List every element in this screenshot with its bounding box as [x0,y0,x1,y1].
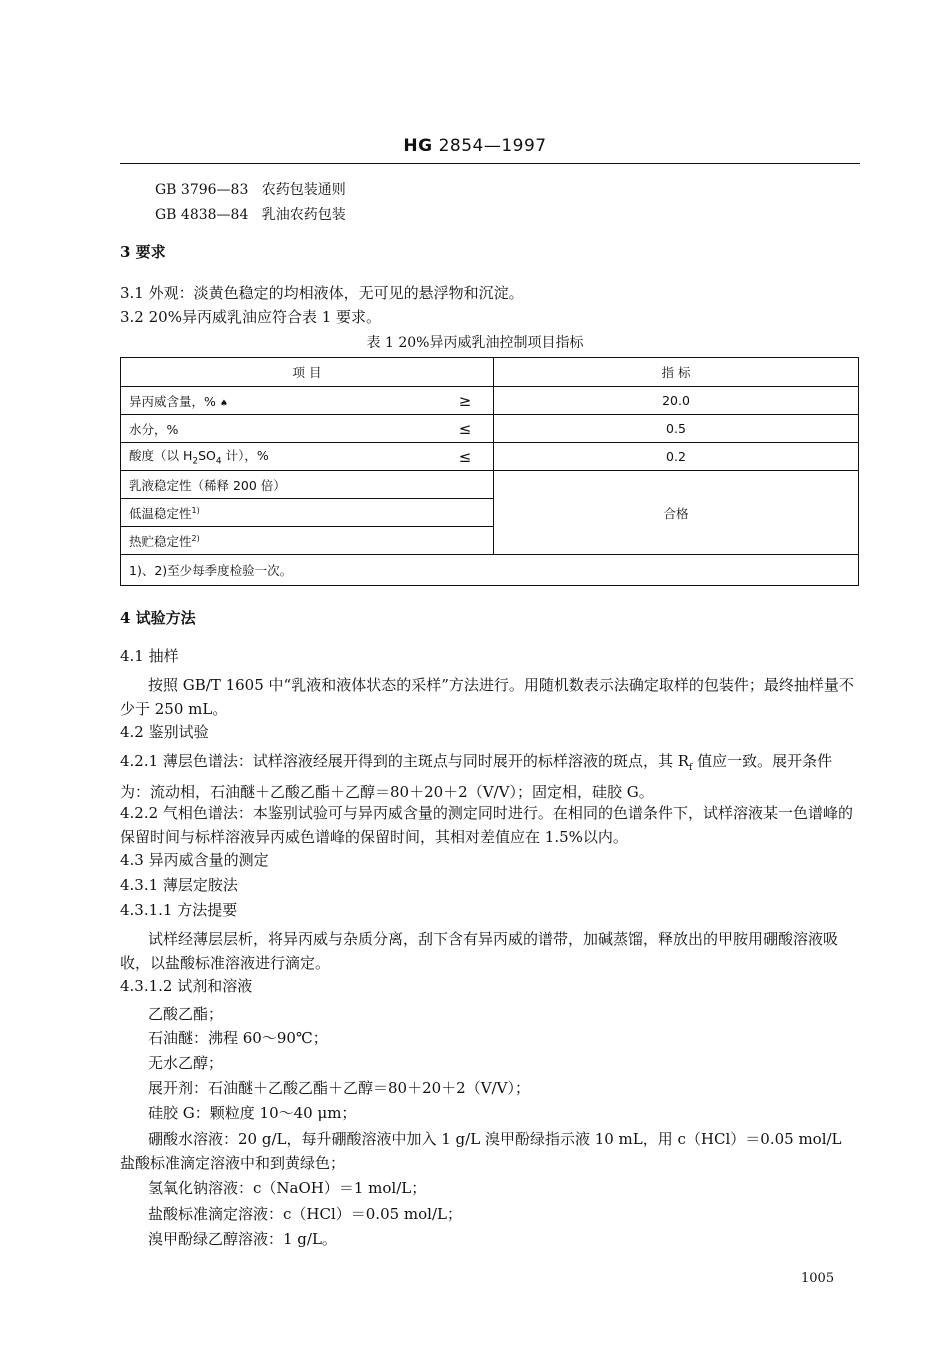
row-name: 水分，% [121,415,438,443]
table-caption: 表 1 20%异丙威乳油控制项目指标 [366,335,584,351]
spec-table [120,357,859,586]
row-value: 0.2 [494,443,859,471]
row-name: 乳液稳定性（稀释 200 倍） [121,471,494,499]
table-row [121,471,859,499]
header-rule [120,163,860,164]
row-name: 热贮稳定性$^{2)}$ [121,527,494,555]
row-name: 异丙威含量，% ♠ [121,387,438,415]
reagent-item: 无水乙醇； [148,1054,224,1072]
heading-4-2: 4.2 鉴别试验 [120,723,209,741]
reagent-item: 石油醚：沸程 60～90℃； [148,1029,328,1047]
speck-mark-icon: ♠ [219,398,228,409]
standard-code: HG [403,136,433,156]
paragraph-4-3-1-1: 试样经薄层层析，将异丙威与杂质分离，刮下含有异丙威的谱带，加碱蒸馏，释放出的甲胺用硼酸溶液吸收，以盐酸标准溶液进行滴定。 [120,930,839,972]
heading-4-3-1-2: 4.3.1.2 试剂和溶液 [120,977,253,995]
page-header [0,136,950,156]
row-symbol: ≤ [437,415,494,443]
heading-4-3-1-1: 4.3.1.1 方法提要 [120,901,238,919]
standard-number: 2854—1997 [438,136,547,156]
paragraph-3-2: 3.2 20%异丙威乳油应符合表 1 要求。 [120,308,382,326]
reagent-item: 溴甲酚绿乙醇溶液：1 g/L。 [148,1230,337,1248]
row-name: 低温稳定性$^{1)}$ [121,499,494,527]
stability-value: 合格 [494,471,859,555]
heading-4-3: 4.3 异丙威含量的测定 [120,851,269,869]
section-4-heading: 4 试验方法 [120,609,196,627]
reagent-item: 展开剂：石油醚＋乙酸乙酯＋乙醇＝80＋20＋2（V/V）； [148,1079,530,1097]
section-3-heading: 3 要求 [120,243,166,261]
table-header-row [121,358,859,387]
row-value: 0.5 [494,415,859,443]
col-value-header: 指 标 [494,358,859,387]
row-name: 酸度（以 $H_2SO_4$ 计），% [121,443,438,471]
reagent-item: 氢氧化钠溶液：c（NaOH）＝1 mol/L； [148,1179,427,1197]
table-note-row [121,555,859,586]
paragraph-3-1: 3.1 外观：淡黄色稳定的均相液体，无可见的悬浮物和沉淀。 [120,284,524,302]
reagent-item: 乙酸乙酯； [148,1005,224,1023]
reagent-boric-acid: 硼酸水溶液：20 g/L，每升硼酸溶液中加入 1 g/L 溴甲酚绿指示液 10 mL，用 c（HCl）＝0.05 mol/L 盐酸标准滴定溶液中和到黄绿色； [120,1130,842,1172]
table-note: 1)、2)至少每季度检验一次。 [121,555,859,586]
reference-2: GB 4838—84 乳油农药包装 [155,207,346,223]
table-row [121,443,859,471]
heading-4-3-1: 4.3.1 薄层定胺法 [120,876,238,894]
heading-4-1: 4.1 抽样 [120,647,179,665]
paragraph-4-2-1: 4.2.1 薄层色谱法：试样溶液经展开得到的主斑点与同时展开的标样溶液的斑点，其 $R_f$ 值应一致。展开条件为：流动相，石油醚＋乙酸乙酯＋乙醇＝80＋20＋2（V/V）；固定相，硅胶 G。 [120,752,833,801]
table-row [121,415,859,443]
table-row [121,387,859,415]
row-symbol: ≥ [437,387,494,415]
row-symbol: ≤ [437,443,494,471]
page-number: 1005 [801,1271,835,1286]
paragraph-4-1: 按照 GB/T 1605 中“乳液和液体状态的采样”方法进行。用随机数表示法确定取样的包装件；最终抽样量不少于 250 mL。 [120,676,854,718]
paragraph-4-2-2: 4.2.2 气相色谱法：本鉴别试验可与异丙威含量的测定同时进行。在相同的色谱条件下，试样溶液某一色谱峰的保留时间与标样溶液异丙威色谱峰的保留时间，其相对差值应在 1.5%以内。 [120,804,853,846]
col-item-header: 项 目 [121,358,494,387]
reference-1: GB 3796—83 农药包装通则 [155,182,346,198]
row-value: 20.0 [494,387,859,415]
reagent-item: 硅胶 G：颗粒度 10～40 μm； [148,1104,357,1122]
reagent-item: 盐酸标准滴定溶液：c（HCl）＝0.05 mol/L； [148,1205,462,1223]
